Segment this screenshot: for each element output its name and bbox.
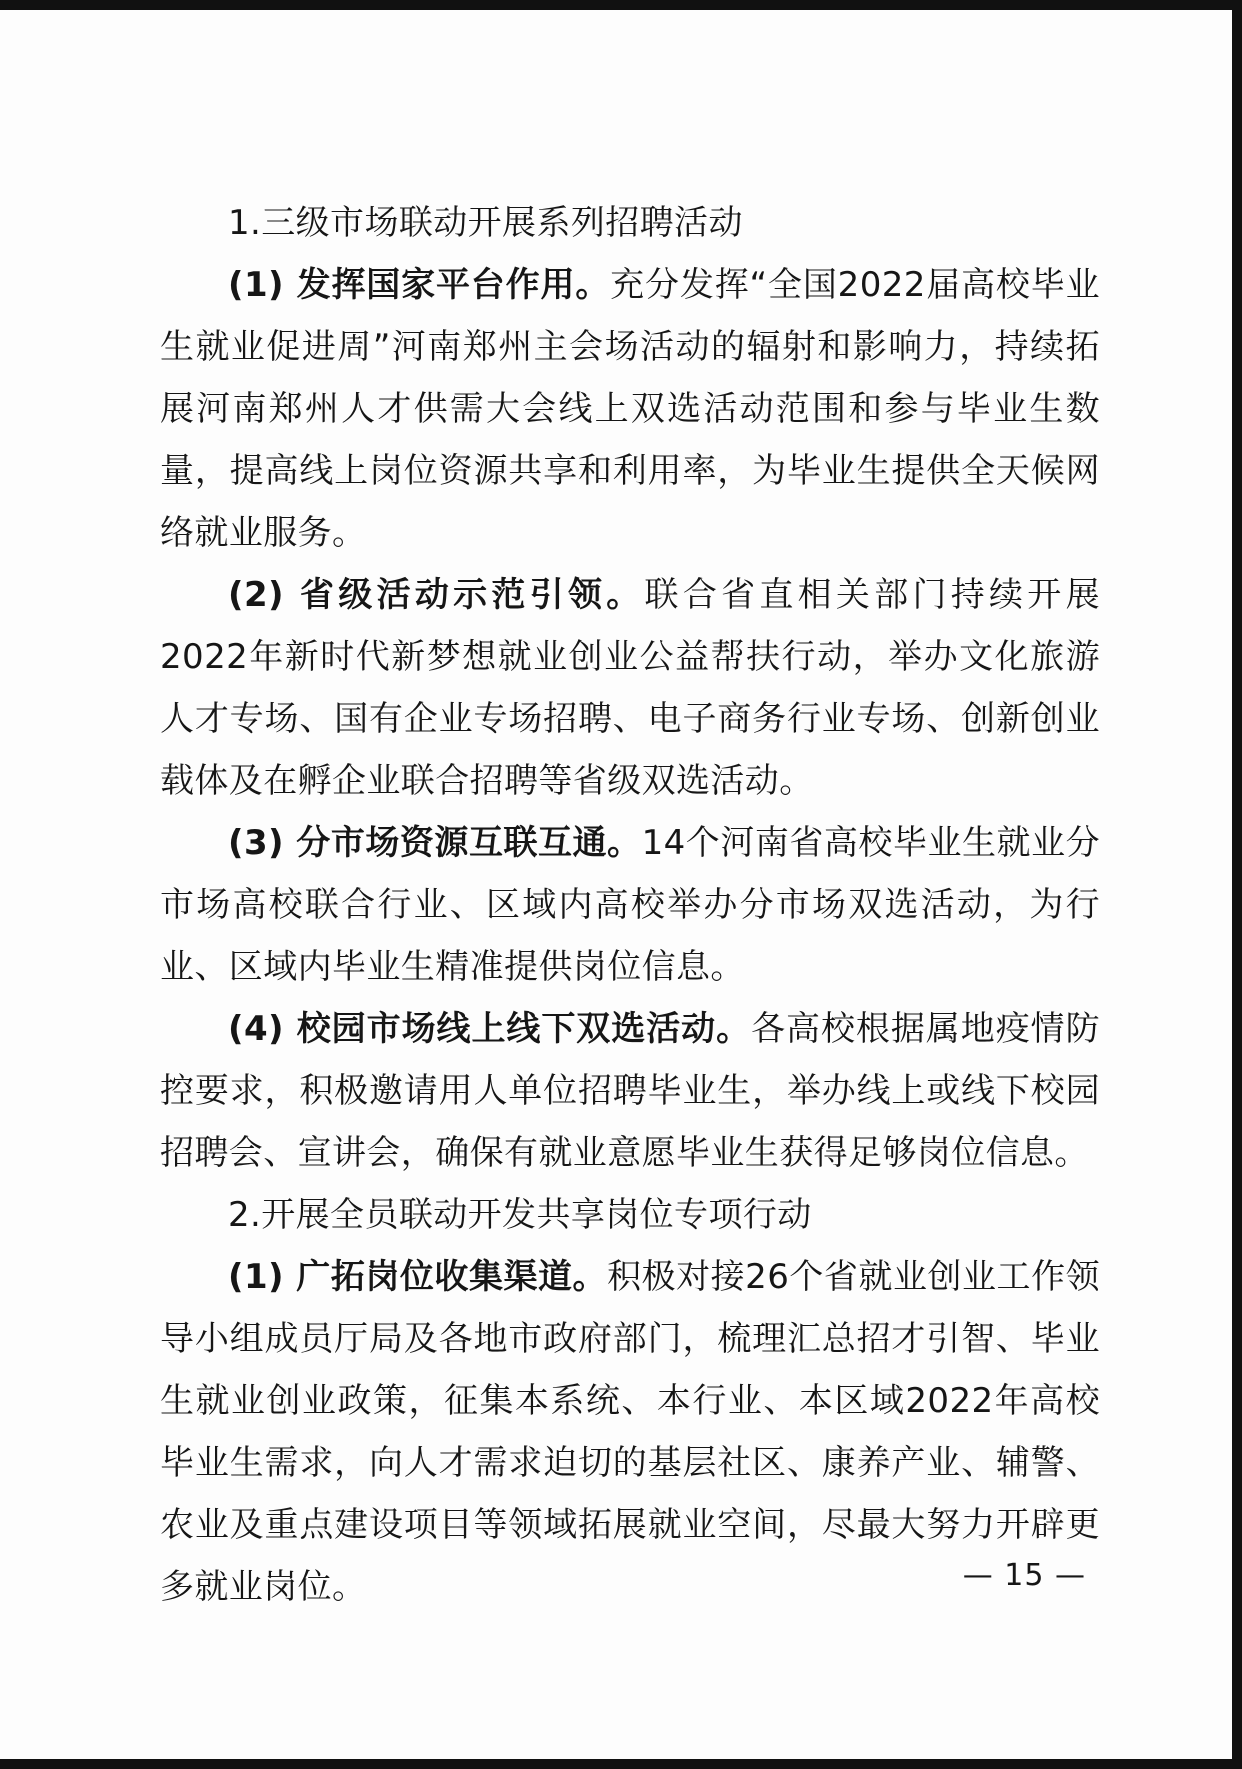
paragraph-lead: (4) 校园市场线上线下双选活动。: [228, 1009, 752, 1049]
paragraph-lead: (1) 广拓岗位收集渠道。: [228, 1257, 608, 1297]
paragraph-text: 联合省直相关部门持续开展2022年新时代新梦想就业创业公益帮扶行动，举办文化旅游人才专场、国有企业专场招聘、电子商务行业专场、创新创业载体及在孵企业联合招聘等省级双选活动。: [160, 575, 1100, 801]
paragraph-lead: (2) 省级活动示范引领。: [228, 575, 645, 615]
paragraph-lead: (1) 发挥国家平台作用。: [228, 265, 611, 305]
section-heading-2: 2.开展全员联动开发共享岗位专项行动: [228, 1195, 812, 1235]
paragraph-1-1: [160, 254, 1100, 564]
paragraph-text: 积极对接26个省就业创业工作领导小组成员厅局及各地市政府部门，梳理汇总招才引智、毕业生就业创业政策，征集本系统、本行业、本区域2022年高校毕业生需求，向人才需求迫切的基层社区、康养产业、辅警、农业及重点建设项目等领域拓展就业空间，尽最大努力开辟更多就业岗位。: [160, 1257, 1100, 1607]
paragraph-text: 各高校根据属地疫情防控要求，积极邀请用人单位招聘毕业生，举办线上或线下校园招聘会、宣讲会，确保有就业意愿毕业生获得足够岗位信息。: [160, 1009, 1101, 1173]
paragraph-1-3: [160, 812, 1100, 998]
document-body: [160, 192, 1100, 1618]
paragraph-text: 14个河南省高校毕业生就业分市场高校联合行业、区域内高校举办分市场双选活动，为行业、区域内毕业生精准提供岗位信息。: [160, 823, 1100, 987]
paragraph-1-4: [160, 998, 1100, 1184]
document-page: [0, 10, 1232, 1759]
paragraph-lead: (3) 分市场资源互联互通。: [228, 823, 642, 863]
section-heading-1: 1.三级市场联动开展系列招聘活动: [228, 203, 743, 243]
paragraph-1-2: [160, 564, 1100, 812]
paragraph-2-1: [160, 1246, 1100, 1618]
page-number: — 15 —: [962, 1558, 1086, 1593]
paragraph-text: 充分发挥“全国2022届高校毕业生就业促进周”河南郑州主会场活动的辐射和影响力，持续拓展河南郑州人才供需大会线上双选活动范围和参与毕业生数量，提高线上岗位资源共享和利用率，为毕业生提供全天候网络就业服务。: [160, 265, 1100, 553]
